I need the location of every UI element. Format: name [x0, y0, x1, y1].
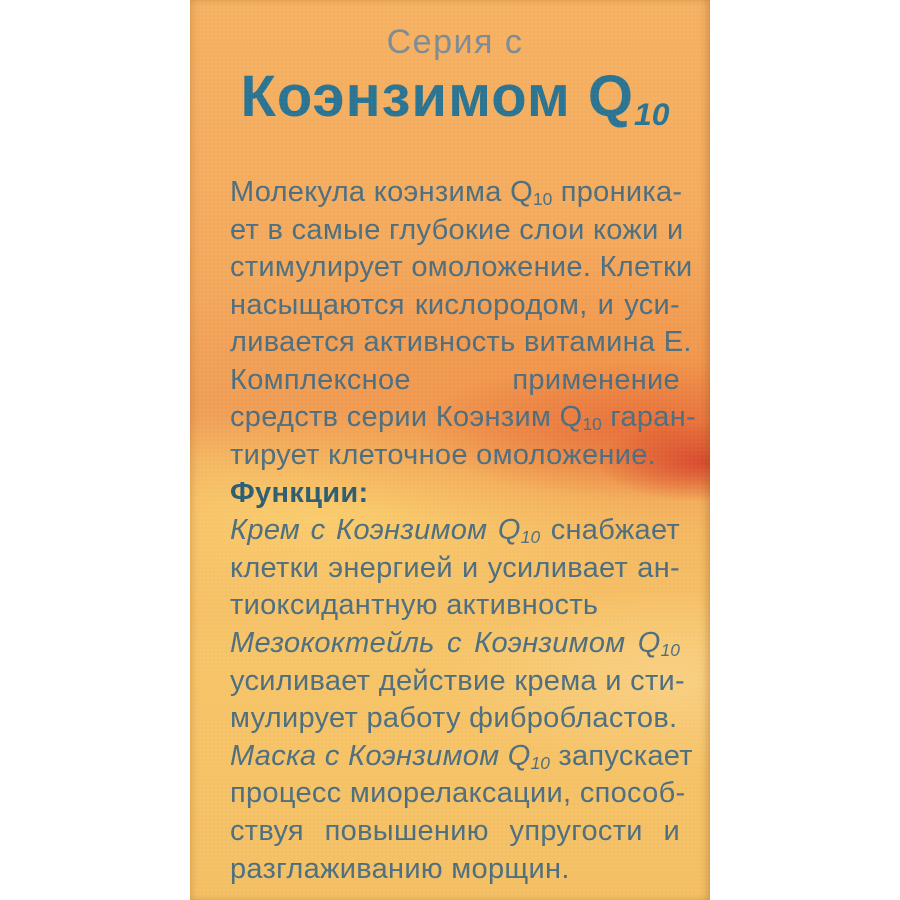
text-line: Маска с Коэнзимом Q10 запускает	[230, 739, 693, 773]
series-title	[230, 64, 680, 147]
q10-subscript: 10	[634, 95, 670, 132]
text-line: ливается активность витамина Е.	[230, 326, 692, 359]
label-content	[190, 0, 710, 900]
text-line: Комплексное применение	[230, 363, 680, 396]
text-line: разглаживанию морщин.	[230, 852, 570, 885]
body-text	[230, 174, 697, 888]
text-line: насыщаются кислородом, и уси-	[230, 288, 680, 321]
series-subtitle: Серия с	[386, 23, 524, 61]
text-line: тиоксидантную активность	[230, 589, 599, 622]
text-line: ет в самые глубокие слои кожи и	[230, 213, 684, 246]
text-line: Молекула коэнзима Q10 проника-	[230, 175, 683, 209]
text-line: ствуя повышению упругости и	[230, 815, 680, 848]
text-line: тирует клеточное омоложение.	[230, 439, 657, 472]
text-line: стимулирует омоложение. Клетки	[230, 251, 693, 284]
text-line: мулирует работу фибробластов.	[230, 702, 678, 735]
package-front-panel	[190, 0, 710, 900]
series-title-text: Коэнзимом Q	[240, 64, 635, 129]
text-line: Крем с Коэнзимом Q10 снабжает	[230, 514, 680, 548]
text-line: Мезококтейль с Коэнзимом Q10	[230, 627, 680, 660]
text-line: средств серии Коэнзим Q10 гаран-	[230, 401, 697, 435]
text-line: процесс миорелаксации, способ-	[230, 777, 686, 810]
text-line: усиливает действие крема и сти-	[230, 664, 686, 697]
functions-heading: Функции:	[230, 476, 369, 509]
text-line: клетки энергией и усиливает ан-	[230, 551, 680, 584]
